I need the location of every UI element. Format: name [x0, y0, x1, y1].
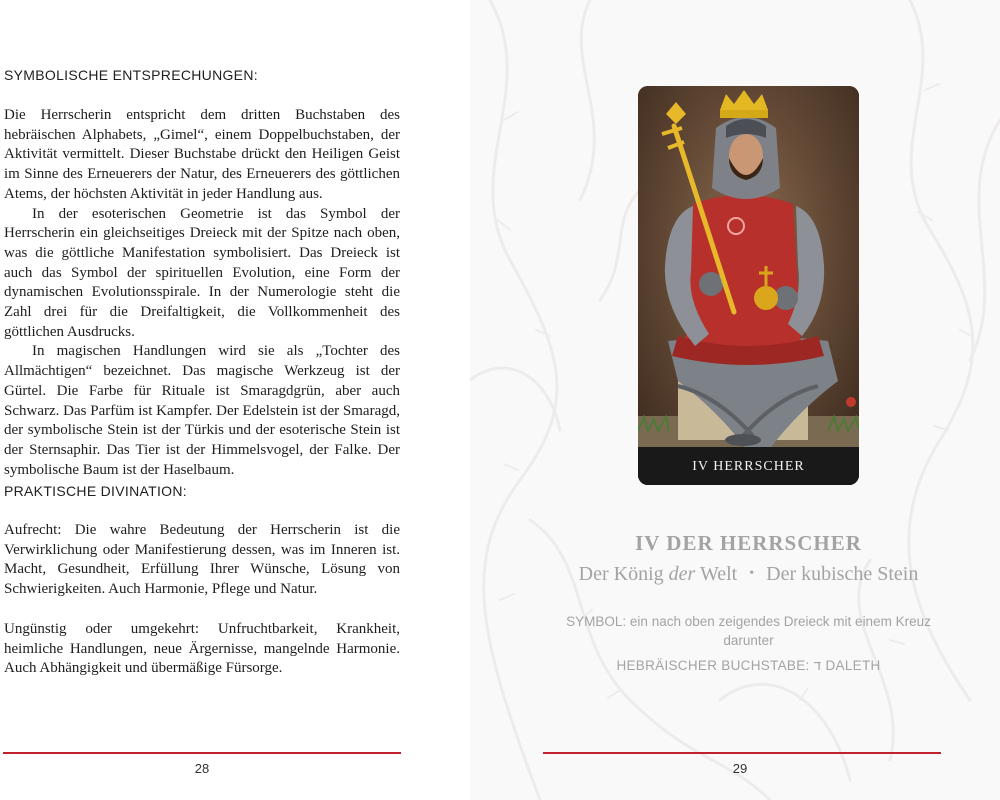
section-heading-divination: PRAKTISCHE DIVINATION: [4, 483, 187, 499]
subtitle-italic-der: der [668, 563, 696, 585]
subtitle-cubic-stone: Der kubische Stein [766, 563, 919, 585]
subtitle-world: Welt [699, 563, 738, 585]
section-heading-symbolic: SYMBOLISCHE ENTSPRECHUNGEN: [4, 67, 258, 83]
card-title: IV DER HERRSCHER [635, 531, 862, 555]
subtitle-king: Der König [578, 563, 664, 585]
paragraph-geometry: In der esoterischen Geometrie ist das Symbol der Herrscherin ein gleichseitiges Dreieck mit der Spitze nach oben, was die göttliche Manifestation symbolisiert. Das Dreieck ist auch das Symbol der spirituellen Evolution, eine Form der dynamischen Evolutionsspirale. In der Numerologie steht die Zahl drei für die Dreifaltigkeit, die Vollkommenheit des göttlichen Ausdrucks. [4, 205, 400, 340]
page-number-right: 29 [732, 761, 748, 776]
symbol-line: SYMBOL: ein nach oben zeigendes Dreieck mit einem Kreuz darunter [566, 614, 931, 648]
right-page [470, 0, 1000, 800]
emperor-illustration [638, 86, 859, 485]
card-subtitle [470, 563, 1000, 586]
tarot-card [638, 86, 859, 485]
page-number-left: 28 [194, 761, 210, 776]
symbolic-paragraphs [4, 106, 400, 480]
footer-rule-left [3, 752, 401, 754]
paragraph-reversed: Ungünstig oder umgekehrt: Unfruchtbarkeit, Krankheit, heimliche Handlungen, neue Ärgernisse, mangelnde Harmonie. Auch Abhängigkeit und übermäßige Fürsorge. [4, 621, 400, 677]
paragraph-upright: Aufrecht: Die wahre Bedeutung der Herrscherin ist die Verwirklichung oder Manifestierung dessen, was im Inneren ist. Macht, Gesundheit, Erfüllung Ihrer Wünsche, Lösung von Schwierigkeiten. Auch Harmonie, Pflege und Natur. [4, 522, 400, 598]
left-page [0, 0, 470, 800]
footer-rule-right [543, 752, 941, 754]
subtitle-separator: • [749, 566, 755, 581]
paragraph-gimel: Die Herrscherin entspricht dem dritten Buchstaben des hebräischen Alphabets, „Gimel“, einem Doppelbuchstaben, der Aktivität vermittelt. Dieser Buchstabe drückt den Heiligen Geist im Sinne des Erneuerers der Natur, des Erneuerers des göttlichen Atems, der höchsten Aktivität in jeder Handlung aus. [4, 107, 400, 202]
card-label: IV HERRSCHER [638, 447, 859, 485]
paragraph-magic: In magischen Handlungen wird sie als „Tochter des Allmächtigen“ bezeichnet. Das magische Werkzeug ist der Gürtel. Die Farbe für Rituale ist Smaragdgrün, aber auch Schwarz. Das Parfüm ist Kampfer. Der Edelstein ist der Smaragd, der symbolische Stein ist der Türkis und der esoterische Stein ist der Sternsaphir. Das Tier ist der Himmelsvogel, der Falke. Der symbolische Baum ist der Haselbaum. [4, 343, 400, 478]
hebrew-letter-line: HEBRÄISCHER BUCHSTABE: ד DALETH [616, 658, 881, 673]
